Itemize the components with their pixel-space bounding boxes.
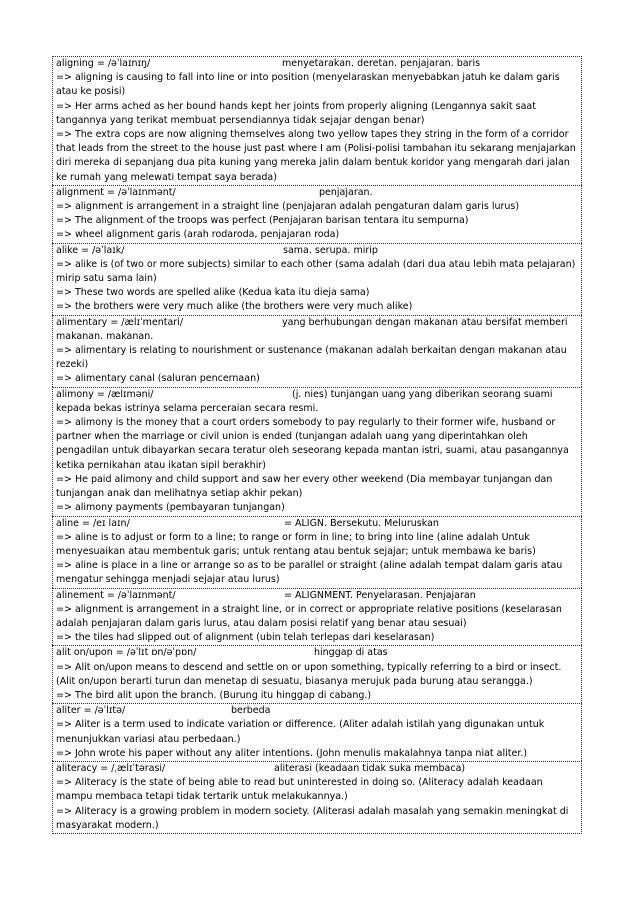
definition-line: => alike is (of two or more subjects) similar to each other (sama adalah (dari dua atau lebih mata pelajaran) mirip satu sama lain) [56,258,576,285]
example-line: => alimony payments (pembayaran tunjangan) [56,502,285,514]
example-line: => John wrote his paper without any aliter intentions. (John menulis makalahnya tanpa niat aliter.) [56,747,528,759]
headword: alignment = /əˈlaɪnmənt/ [56,186,176,198]
headword: alinement = /əˈlaɪnmənt/ [56,589,176,601]
example-line: => The alignment of the troops was perfect (Penjajaran barisan tentara itu sempurna) [56,215,469,227]
headword: aline = /eɪ laɪn/ [56,517,130,529]
headword: alit on/upon = /əˈlɪt ɒn/əˈpɒn/ [56,647,197,659]
entry-alimony [52,387,582,516]
definition-line: => alignment is arrangement in a straight line, or in correct or appropriate relative positions (keselarasan adalah penjajaran dalam garis lurus, atau dalam posisi relatif yang benar atau sesuai) [56,603,562,629]
dictionary-page [52,56,582,834]
translation: sama. serupa. mirip [283,244,378,256]
definition-line: => Alit on/upon means to descend and settle on or upon something, typically referring to a bird or insect. (Alit on/upon berarti turun dan menetap di sesuatu, biasanya merujuk pada burung atau serangga.) [56,661,562,687]
definition-line: => Aliter is a term used to indicate variation or difference. (Aliter adalah istilah yang digunakan untuk menunjukkan variasi atau perbedaan.) [56,719,545,745]
entry-aligning [52,56,582,185]
definition-line: => alimentary is relating to nourishment or sustenance (makanan adalah berkaitan dengan makanan atau rezeki) [56,345,567,371]
translation: berbeda [231,705,271,717]
example-line: => the brothers were very much alike (the brothers were very much alike) [56,301,413,313]
translation: hinggap di atas [314,647,388,659]
example-line: => alimentary canal (saluran pencernaan) [56,373,260,385]
translation: = ALIGN. Bersekutu. Meluruskan [284,517,439,529]
translation: menyetarakan. deretan. penjajaran. baris [282,58,481,69]
entry-header [56,388,579,416]
example-line: => wheel alignment garis (arah rodaroda, penjajaran roda) [56,229,340,241]
entry-header [56,517,579,531]
entry-header [56,762,579,776]
translation: aliterasi (keadaan tidak suka membaca) [274,762,466,774]
definition-line: => aline is place in a line or arrange so as to be parallel or straight (aline adalah tempat dalam garis atau mengatur sehingga menjadi sejajar atau lurus) [56,560,563,586]
definition-line: => aligning is causing to fall into line or into position (menyelaraskan menyebabkan jatuh ke dalam garis atau ke posisi) [56,72,560,98]
translation: = ALIGNMENT. Penyelarasan. Penjajaran [284,589,476,601]
entry-alike [52,243,582,315]
entry-aliteracy [52,761,582,834]
entry-aliter [52,703,582,761]
translation: (j. nies) tunjangan uang yang diberikan seorang suami kepada bekas istrinya selama perceraian secara resmi. [56,388,553,414]
definition-line: => Aliteracy is the state of being able to read but uninterested in doing so. (Aliteracy adalah keadaan mampu membaca tetapi tidak tertarik untuk melakukannya.) [56,777,543,803]
example-line: => The extra cops are now aligning themselves along two yellow tapes they string in the form of a corridor that leads from the street to the house just past where I am (Polisi-polisi tambahan itu sekarang menjajarkan diri mereka di sepanjang dua pita kuning yang mereka jalin dalam bentuk koridor yang mengarah dari jalan ke rumah yang melewati tempat saya berada) [56,129,576,183]
example-line: => the tiles had slipped out of alignment (ubin telah terlepas dari keselarasan) [56,632,435,644]
example-line: => The bird alit upon the branch. (Burung itu hinggap di cabang.) [56,689,372,701]
example-line: => These two words are spelled alike (Kedua kata itu dieja sama) [56,287,370,299]
example-line: => He paid alimony and child support and saw her every other weekend (Dia membayar tunjangan dan tunjangan anak dan melihatnya setiap akhir pekan) [56,473,553,500]
entry-aline [52,516,582,588]
entry-alinement [52,588,582,646]
translation: penjajaran. [319,186,373,198]
translation: yang berhubungan dengan makanan atau bersifat memberi makanan. makanan. [56,316,568,342]
headword: aliter = /əˈlɪtə/ [56,705,126,717]
definition-line: => alimony is the money that a court orders somebody to pay regularly to their former wife, husband or partner when the marriage or civil union is ended (tunjangan adalah uang yang diperintahkan oleh pengadilan untuk dibayarkan secara teratur oleh seseorang kepada mantan istri, suami, atau pasangannya ketika pernikahan atau ikatan sipil berakhir) [56,417,569,471]
entry-alignment [52,185,582,243]
definition-line: => aline is to adjust or form to a line; to range or form in line; to bring into line (aline adalah Untuk menyesuaikan atau membentuk garis; untuk rentang atau bentuk sejajar; untuk membawa ke baris) [56,531,536,557]
entry-header [56,57,579,71]
example-line: => Her arms ached as her bound hands kept her joints from properly aligning (Lengannya sakit saat tangannya yang terikat membuat persendiannya tidak sejajar dengan benar) [56,100,536,126]
entry-header [56,316,579,344]
entry-header [56,186,579,200]
entry-header [56,704,579,718]
entry-header [56,589,579,603]
headword: alimony = /ælɪməni/ [56,388,154,400]
definition-line: => alignment is arrangement in a straight line (penjajaran adalah pengaturan dalam garis lurus) [56,201,520,213]
headword: alimentary = /ælɪˈmentari/ [56,316,184,328]
example-line: => Aliteracy is a growing problem in modern society. (Aliterasi adalah masalah yang semakin meningkat di masyarakat modern.) [56,805,569,831]
entry-header [56,244,579,258]
entry-header [56,646,579,660]
headword: aliteracy = /ˌælɪˈtərasi/ [56,762,166,774]
headword: alike = /əˈlaɪk/ [56,244,125,256]
entry-alit-on-upon [52,645,582,703]
headword: aligning = /əˈlaɪnɪŋ/ [56,58,151,69]
entry-alimentary [52,315,582,387]
